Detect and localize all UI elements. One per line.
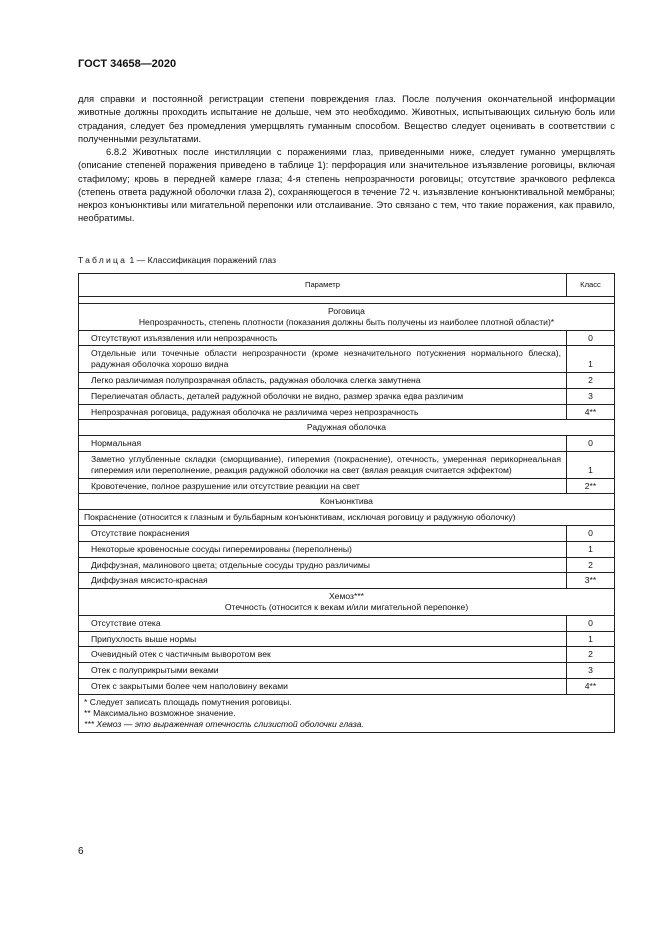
page-number: 6: [78, 846, 84, 857]
class-cell: 1: [567, 346, 615, 373]
section-title: Хемоз***: [328, 591, 365, 602]
parameter-cell: Диффузная, малинового цвета; отдельные сосуды трудно различимы: [79, 557, 567, 573]
table-row: [79, 631, 615, 647]
table-row: [79, 478, 615, 494]
table-caption: [78, 255, 276, 265]
class-cell: 0: [567, 525, 615, 541]
class-cell: 2: [567, 557, 615, 573]
section-cornea: [79, 304, 615, 331]
section-conjunctiva: [79, 494, 615, 510]
section-subtitle: Отечность (относится к векам и/или мигательной перепонке): [224, 601, 469, 612]
table-row: [79, 346, 615, 373]
parameter-cell: Отсутствие отека: [79, 615, 567, 631]
parameter-cell: Отсутствуют изъязвления или непрозрачность: [79, 330, 567, 346]
parameter-cell: Отек с полуприкрытыми веками: [79, 663, 567, 679]
parameter-cell: Легко различимая полупрозрачная область, радужная оболочка слегка замутнена: [79, 372, 567, 388]
class-cell: 3: [567, 663, 615, 679]
class-cell: 3**: [567, 573, 615, 589]
class-cell: 1: [567, 541, 615, 557]
parameter-cell: Диффузная мясисто-красная: [79, 573, 567, 589]
table-row: [79, 451, 615, 478]
column-header-parameter: Параметр: [79, 274, 567, 297]
paragraph-2: 6.8.2 Животных после инстилляции с поражениями глаз, приведенными ниже, следует гуманно умерщвлять (описание степеней поражения приведено в таблице 1): перфорация или значительное изъязвление роговицы, включая стафилому; кровь в передней камере глаза; 4-я степень непрозрачности роговицы; отсутствие зрачкового рефлекса (степень ответа радужной оболочки глаза 2), сохраняющегося в течение 72 ч. изъязвление конъюнктивальной мембраны; некроз конъюнктивы или мигательной перепонки или отслаивание. Это связано с тем, что такие поражения, как правило, необратимы.: [78, 146, 615, 224]
footnote: * Следует записать площадь помутнения роговицы.: [84, 696, 292, 707]
section-title: Роговица: [328, 306, 365, 316]
parameter-cell: Припухлость выше нормы: [79, 631, 567, 647]
class-cell: 1: [567, 451, 615, 478]
class-cell: 2**: [567, 478, 615, 494]
table-row: [79, 557, 615, 573]
parameter-cell: Нормальная: [79, 436, 567, 452]
parameter-cell: Отсутствие покраснения: [79, 525, 567, 541]
section-title: Конъюнктива: [320, 496, 373, 507]
document-header: ГОСТ 34658—2020: [78, 58, 177, 70]
section-iris: [79, 420, 615, 436]
section-subtitle-row: [79, 510, 615, 526]
table-row: [79, 663, 615, 679]
class-cell: 0: [567, 330, 615, 346]
header-gap-row: [79, 297, 615, 304]
class-cell: 4**: [567, 678, 615, 694]
parameter-cell: Перелиечатая область, деталей радужной оболочки не видно, размер зрачка едва различим: [79, 388, 567, 404]
class-cell: 0: [567, 436, 615, 452]
class-cell: 4**: [567, 404, 615, 420]
footnote: *** Хемоз — это выраженная отечность слизистой оболочки глаза.: [84, 718, 364, 729]
section-title: Радужная оболочка: [306, 422, 387, 433]
table-row: [79, 647, 615, 663]
table-caption-word: Таблица: [78, 255, 128, 265]
section-chemosis: [79, 589, 615, 616]
table-row: [79, 541, 615, 557]
parameter-cell: Заметно углубленные складки (сморщивание), гиперемия (покраснение), отечность, умеренная перикорнеальная гиперемия или переполнение, реакция радужной оболочки на свет (вялая реакция считается эффектом): [79, 451, 567, 478]
table-caption-title: 1 — Классификация поражений глаз: [127, 255, 277, 265]
parameter-cell: Отек с закрытыми более чем наполовину веками: [79, 678, 567, 694]
table-row: [79, 372, 615, 388]
table-footnotes: [79, 694, 615, 732]
table-row: [79, 330, 615, 346]
table-row: [79, 436, 615, 452]
parameter-cell: Очевидный отек с частичным выворотом век: [79, 647, 567, 663]
table-header-row: [79, 274, 615, 297]
column-header-class: Класс: [567, 274, 615, 297]
parameter-cell: Непрозрачная роговица, радужная оболочка не различима через непрозрачность: [79, 404, 567, 420]
section-subtitle: Непрозрачность, степень плотности (показания должны быть получены из наиболее плотной области)*: [138, 316, 555, 327]
class-cell: 2: [567, 647, 615, 663]
class-cell: 1: [567, 631, 615, 647]
class-cell: 0: [567, 615, 615, 631]
class-cell: 2: [567, 372, 615, 388]
table-row: [79, 525, 615, 541]
table-row: [79, 573, 615, 589]
parameter-cell: Кровотечение, полное разрушение или отсутствие реакции на свет: [79, 478, 567, 494]
lesion-classification-table: [78, 273, 615, 733]
footnote: ** Максимально возможное значение.: [84, 707, 236, 718]
table-row: [79, 388, 615, 404]
table-row: [79, 678, 615, 694]
parameter-cell: Некоторые кровеносные сосуды гиперемированы (переполнены): [79, 541, 567, 557]
class-cell: 3: [567, 388, 615, 404]
table-row: [79, 615, 615, 631]
parameter-cell: Отдельные или точечные области непрозрачности (кроме незначительного потускнения нормального блеска), радужная оболочка хорошо видна: [79, 346, 567, 373]
section-subtitle: Покраснение (относится к глазным и бульбарным конъюнктивам, исключая роговицу и радужную оболочку): [79, 510, 615, 526]
paragraph-1: для справки и постоянной регистрации степени повреждения глаз. После получения окончательной информации животные должны проходить испытание не дольше, чем это необходимо. Животных, испытывающих сильную боль или страдания, следует без промедления умерщвлять гуманным способом. Вещество следует оценивать в соответствии с полученными результатами.: [78, 93, 615, 144]
table-row: [79, 404, 615, 420]
